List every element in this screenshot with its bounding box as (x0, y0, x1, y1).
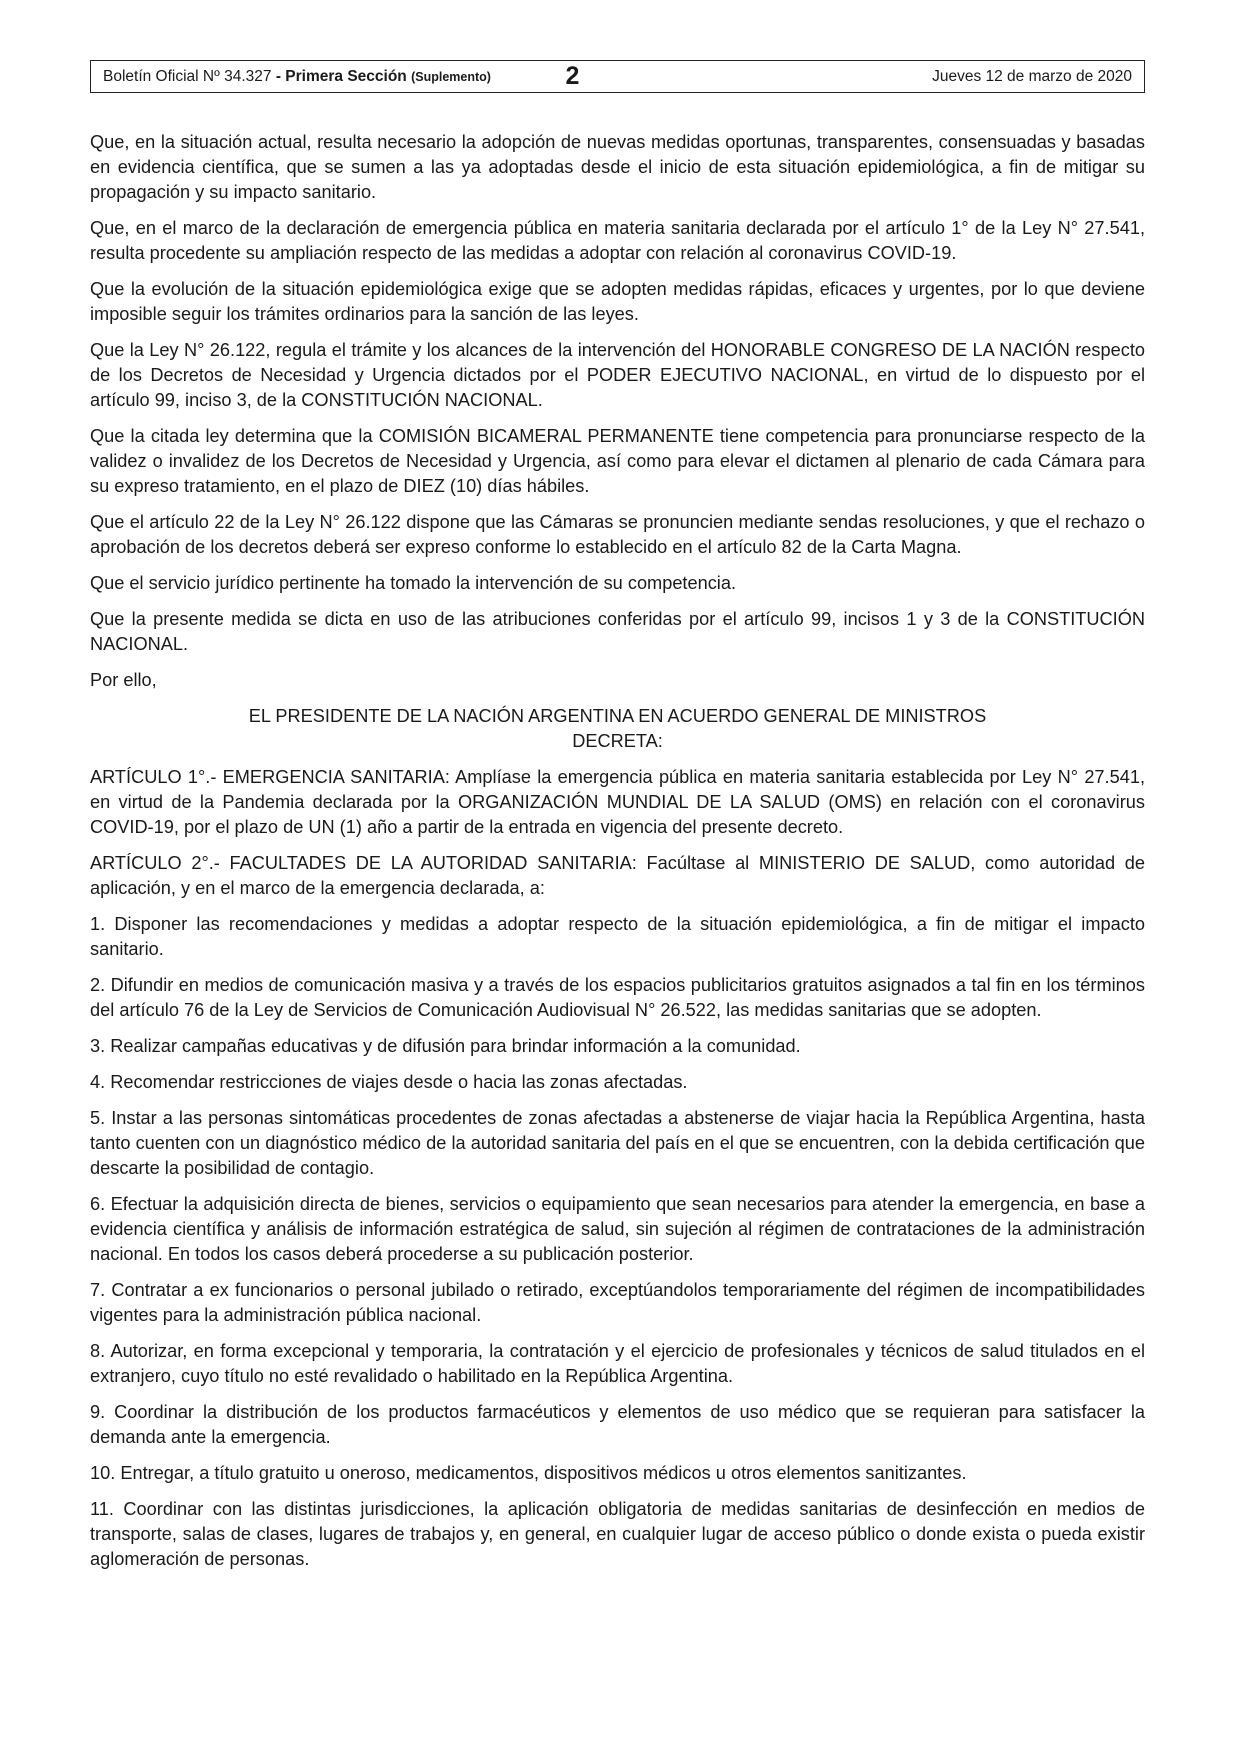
page-number: 2 (565, 62, 580, 90)
list-item: 1. Disponer las recomendaciones y medidas a adoptar respecto de la situación epidemiológica, a fin de mitigar el impacto sanitario. (90, 914, 1145, 959)
list-item: 5. Instar a las personas sintomáticas procedentes de zonas afectadas a abstenerse de viajar hacia la República Argentina, hasta tanto cuenten con un diagnóstico médico de la autoridad sanitaria del país en el que se encuentren, con la debida certificación que descarte la posibilidad de contagio. (90, 1108, 1145, 1178)
article: ARTÍCULO 2°.- FACULTADES DE LA AUTORIDAD SANITARIA: Facúltase al MINISTERIO DE SALUD, como autoridad de aplicación, y en el marco de la emergencia declarada, a: (90, 853, 1145, 898)
paragraph: Que la citada ley determina que la COMISIÓN BICAMERAL PERMANENTE tiene competencia para pronunciarse respecto de la validez o invalidez de los Decretos de Necesidad y Urgencia, así como para elevar el dictamen al plenario de cada Cámara para su expreso tratamiento, en el plazo de DIEZ (10) días hábiles. (90, 426, 1145, 496)
paragraph: Que el artículo 22 de la Ley N° 26.122 dispone que las Cámaras se pronuncien mediante sendas resoluciones, y que el rechazo o aprobación de los decretos deberá ser expreso conforme lo establecido en el artículo 82 de la Carta Magna. (90, 512, 1145, 557)
list-item: 9. Coordinar la distribución de los productos farmacéuticos y elementos de uso médico que se requieran para satisfacer la demanda ante la emergencia. (90, 1402, 1145, 1447)
list-item: 2. Difundir en medios de comunicación masiva y a través de los espacios publicitarios gratuitos asignados a tal fin en los términos del artículo 76 de la Ley de Servicios de Comunicación Audiovisual N° 26.522, las medidas sanitarias que se adopten. (90, 975, 1145, 1020)
decree-heading-line1: EL PRESIDENTE DE LA NACIÓN ARGENTINA EN ACUERDO GENERAL DE MINISTROS (248, 706, 987, 726)
paragraph: Que, en el marco de la declaración de emergencia pública en materia sanitaria declarada por el artículo 1° de la Ley N° 27.541, resulta procedente su ampliación respecto de las medidas a adoptar con relación al coronavirus COVID-19. (90, 218, 1145, 263)
publication-date: Jueves 12 de marzo de 2020 (932, 67, 1132, 85)
list-item: 4. Recomendar restricciones de viajes desde o hacia las zonas afectadas. (90, 1072, 688, 1092)
header-separator: - (271, 67, 286, 85)
supplement-label: (Suplemento) (411, 69, 491, 84)
paragraph: Que la presente medida se dicta en uso de las atribuciones conferidas por el artículo 99, incisos 1 y 3 de la CONSTITUCIÓN NACIONAL. (90, 609, 1145, 654)
paragraph: Que el servicio jurídico pertinente ha tomado la intervención de su competencia. (90, 573, 737, 593)
decree-heading-line2: DECRETA: (572, 731, 663, 751)
list-item: 7. Contratar a ex funcionarios o personal jubilado o retirado, exceptúandolos temporariamente del régimen de incompatibilidades vigentes para la administración pública nacional. (90, 1280, 1145, 1325)
paragraph: Por ello, (90, 670, 157, 690)
paragraph: Que la evolución de la situación epidemiológica exige que se adopten medidas rápidas, eficaces y urgentes, por lo que deviene imposible seguir los trámites ordinarios para la sanción de las leyes. (90, 279, 1145, 324)
page-header (90, 60, 1145, 93)
publication-number: Boletín Oficial Nº 34.327 (103, 67, 272, 85)
article: ARTÍCULO 1°.- EMERGENCIA SANITARIA: Amplíase la emergencia pública en materia sanitaria establecida por Ley N° 27.541, en virtud de la Pandemia declarada por la ORGANIZACIÓN MUNDIAL DE LA SALUD (OMS) en relación con el coronavirus COVID-19, por el plazo de UN (1) año a partir de la entrada en vigencia del presente decreto. (90, 767, 1145, 837)
paragraph: Que la Ley N° 26.122, regula el trámite y los alcances de la intervención del HONORABLE CONGRESO DE LA NACIÓN respecto de los Decretos de Necesidad y Urgencia dictados por el PODER EJECUTIVO NACIONAL, en virtud de lo dispuesto por el artículo 99, inciso 3, de la CONSTITUCIÓN NACIONAL. (90, 340, 1145, 410)
list-item: 11. Coordinar con las distintas jurisdicciones, la aplicación obligatoria de medidas sanitarias de desinfección en medios de transporte, salas de clases, lugares de trabajos y, en general, en cualquier lugar de acceso público o donde exista o pueda existir aglomeración de personas. (90, 1499, 1145, 1569)
document-body (90, 130, 1145, 1583)
paragraph: Que, en la situación actual, resulta necesario la adopción de nuevas medidas oportunas, transparentes, consensuadas y basadas en evidencia científica, que se sumen a las ya adoptadas desde el inicio de esta situación epidemiológica, a fin de mitigar su propagación y su impacto sanitario. (90, 132, 1145, 202)
list-item: 8. Autorizar, en forma excepcional y temporaria, la contratación y el ejercicio de profesionales y técnicos de salud titulados en el extranjero, cuyo título no esté revalidado o habilitado en la República Argentina. (90, 1341, 1145, 1386)
section-name: Primera Sección (285, 67, 407, 85)
list-item: 3. Realizar campañas educativas y de difusión para brindar información a la comunidad. (90, 1036, 801, 1056)
decree-heading (90, 704, 1145, 754)
list-item: 10. Entregar, a título gratuito u oneroso, medicamentos, dispositivos médicos u otros elementos sanitizantes. (90, 1463, 967, 1483)
list-item: 6. Efectuar la adquisición directa de bienes, servicios o equipamiento que sean necesarios para atender la emergencia, en base a evidencia científica y análisis de información estratégica de salud, sin sujeción al régimen de contrataciones de la administración nacional. En todos los casos deberá procederse a su publicación posterior. (90, 1194, 1145, 1264)
